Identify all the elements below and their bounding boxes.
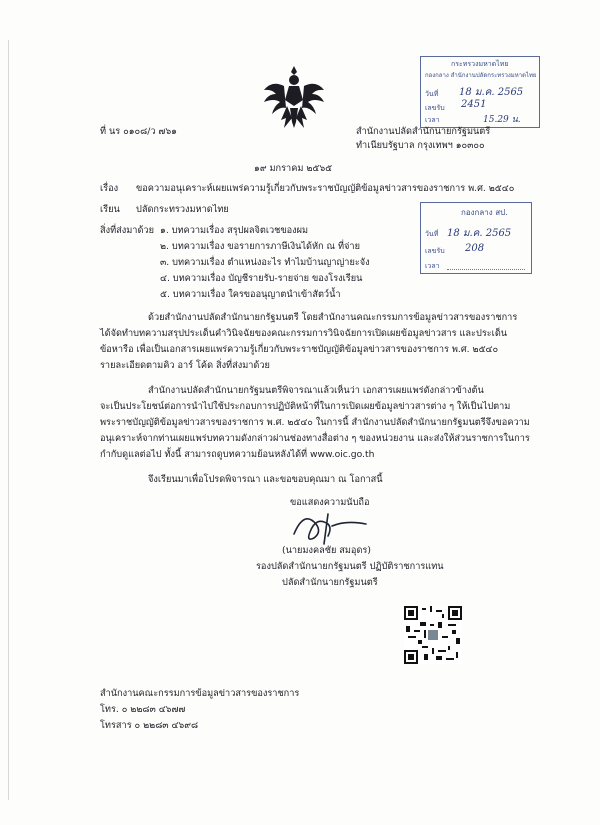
- body-paragraph-1-line: ด้วยสำนักงานปลัดสำนักนายกรัฐมนตรี โดยสำนักงานคณะกรรมการข้อมูลข่าวสารของราชการ: [148, 312, 518, 323]
- body-paragraph-1-line: รายละเอียดตามคิว อาร์ โค้ด สิ่งที่ส่งมาด้วย: [100, 360, 270, 371]
- receipt-stamp-division: [420, 202, 532, 274]
- body-paragraph-2-line: กำกับดูแลต่อไป ทั้งนี้ สามารถดูบทความย้อนหลังได้ที่ www.oic.go.th: [100, 449, 375, 460]
- signer-position-1: รองปลัดสำนักนายกรัฐมนตรี ปฏิบัติราชการแทน: [256, 561, 444, 572]
- stamp2-office-name: กองกลาง สป.: [461, 208, 508, 217]
- stamp-number-label: เลขรับ: [425, 104, 445, 112]
- stamp2-number-label: เลขรับ: [425, 247, 445, 255]
- qr-code: [404, 606, 462, 664]
- enclosure-item: ๓. บทความเรื่อง ตำแหน่งอะไร ทำไมบ้านญาญ่ายะจัง: [160, 257, 370, 268]
- signer-name: (นายมงคลชัย สมอุดร): [282, 545, 371, 556]
- subject-text: ขอความอนุเคราะห์เผยแพร่ความรู้เกี่ยวกับพระราชบัญญัติข้อมูลข่าวสารของราชการ พ.ศ. ๒๕๔๐: [136, 183, 515, 194]
- garuda-emblem: [262, 64, 326, 136]
- page-edge-shadow: [8, 40, 9, 800]
- closing-phrase: ขอแสดงความนับถือ: [290, 497, 370, 508]
- enclosure-item: ๔. บทความเรื่อง บัญชีรายรับ-รายจ่าย ของโรงเรียน: [160, 273, 363, 284]
- footer-office: สำนักงานคณะกรรมการข้อมูลข่าวสารของราชการ: [100, 688, 300, 699]
- footer-telephone: โทร. ๐ ๒๒๘๓ ๔๖๗๗: [100, 704, 186, 715]
- reference-number: ที่ นร ๐๑๐๘/ว ๗๖๑: [100, 126, 177, 137]
- stamp2-date-label: วันที่: [425, 230, 439, 238]
- receipt-stamp-ministry: [420, 56, 540, 128]
- sender-office: สำนักงานปลัดสำนักนายกรัฐมนตรี: [356, 126, 491, 137]
- body-paragraph-3: จึงเรียนมาเพื่อโปรดพิจารณา และขอขอบคุณมา ณ โอกาสนี้: [148, 474, 383, 485]
- stamp2-number-value: 208: [465, 243, 485, 254]
- handwritten-signature: [288, 506, 372, 546]
- footer-fax: โทรสาร ๐ ๒๒๘๓ ๔๖๙๘: [100, 720, 199, 731]
- letter-date: ๑๙ มกราคม ๒๕๖๕: [254, 163, 333, 174]
- enclosure-item: ๒. บทความเรื่อง ขอรายการภาษีเงินได้หัก ณ ที่จ่าย: [160, 241, 360, 252]
- salutation-label: เรียน: [100, 204, 120, 215]
- stamp2-time-line: [447, 269, 525, 270]
- stamp-number-value: 2451: [461, 99, 487, 110]
- subject-label: เรื่อง: [100, 183, 119, 194]
- sender-address: ทำเนียบรัฐบาล กรุงเทพฯ ๑๐๓๐๐: [356, 140, 485, 151]
- stamp-time-label: เวลา: [425, 116, 440, 124]
- body-paragraph-1-line: ได้จัดทำบทความสรุปประเด็นคำวินิจฉัยของคณะกรรมการวินิจฉัยการเปิดเผยข้อมูลข่าวสาร และประเด็น: [100, 328, 508, 339]
- body-paragraph-2-line: จะเป็นประโยชน์ต่อการนำไปใช้ประกอบการปฏิบัติหน้าที่ในการเปิดเผยข้อมูลข่าวสารต่าง ๆ ให้เป็นไปตาม: [100, 401, 511, 412]
- stamp-ministry-name: กระทรวงมหาดไทย: [451, 60, 509, 68]
- stamp2-date-value: 18 ม.ค. 2565: [447, 228, 512, 239]
- enclosure-item: ๕. บทความเรื่อง ใครขออนุญาตนำเข้าสัตว์น้ำ: [160, 289, 341, 300]
- enclosure-item: ๑. บทความเรื่อง สรุปผลจิตเวชของผม: [160, 225, 309, 236]
- body-paragraph-2-line: พระราชบัญญัติข้อมูลข่าวสารของราชการ พ.ศ. ๒๕๔๐ ในการนี้ สำนักงานปลัดสำนักนายกรัฐมนตรีจึงขอความ: [100, 417, 530, 428]
- addressee: ปลัดกระทรวงมหาดไทย: [136, 204, 229, 215]
- body-paragraph-2-line: สำนักงานปลัดสำนักนายกรัฐมนตรีพิจารณาแล้วเห็นว่า เอกสารเผยแพร่ดังกล่าวข้างต้น: [148, 385, 484, 396]
- stamp-date-value: 18 ม.ค. 2565: [459, 87, 524, 98]
- signer-position-2: ปลัดสำนักนายกรัฐมนตรี: [282, 577, 378, 588]
- stamp-date-label: วันที่: [425, 90, 439, 98]
- stamp-time-value: 15.29 น.: [483, 115, 521, 125]
- stamp2-time-label: เวลา: [425, 262, 440, 270]
- stamp-division-name: กองกลาง สำนักงานปลัดกระทรวงมหาดไทย: [425, 72, 537, 79]
- enclosure-label: สิ่งที่ส่งมาด้วย: [100, 225, 154, 236]
- body-paragraph-2-line: อนุเคราะห์จากท่านเผยแพร่บทความดังกล่าวผ่านช่องทางสื่อต่าง ๆ ของหน่วยงาน และส่งให้ส่วนราชการในการ: [100, 433, 530, 444]
- body-paragraph-1-line: ข้อหารือ เพื่อเป็นเอกสารเผยแพร่ความรู้เกี่ยวกับพระราชบัญญัติข้อมูลข่าวสารของราชการ พ.ศ. ๒๕๔๐: [100, 344, 499, 355]
